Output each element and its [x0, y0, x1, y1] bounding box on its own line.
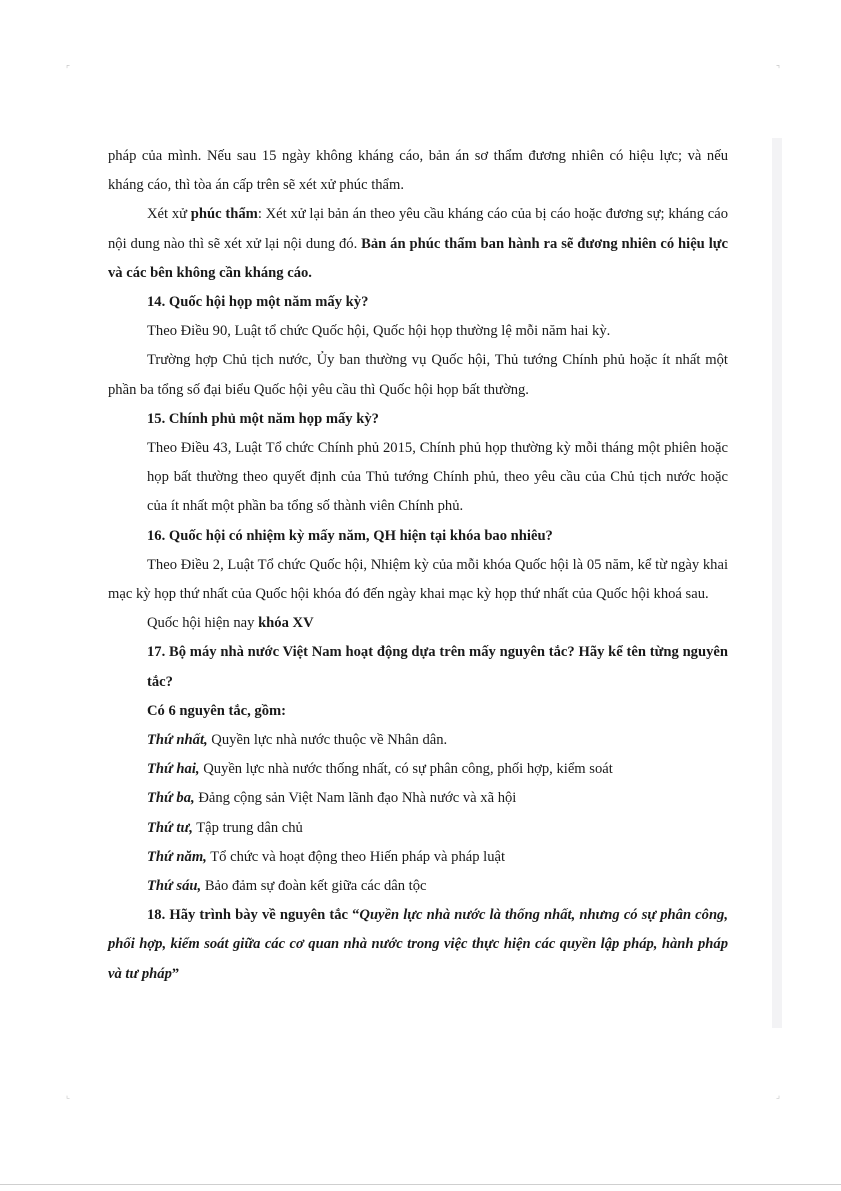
section-heading — [108, 522, 728, 551]
bold-italic-text: Thứ nhất, — [147, 732, 208, 749]
bold-italic-text: Thứ sáu, — [147, 878, 202, 895]
paragraph — [108, 609, 728, 638]
page-bottom-rule — [0, 1184, 841, 1185]
text-run: Theo Điều 43, Luật Tổ chức Chính phủ 2015, Chính phủ họp thường kỳ mỗi tháng một phiên hoặc họp bất thường theo quyết định của Thủ tướng Chính phủ, theo yêu cầu của Chủ tịch nước hoặc của ít nhất một phần ba tổng số thành viên Chính phủ. — [147, 440, 728, 515]
text-run: Trường hợp Chủ tịch nước, Ủy ban thường vụ Quốc hội, Thủ tướng Chính phủ hoặc ít nhất một phần ba tổng số đại biểu Quốc hội yêu cầu thì Quốc hội họp bất thường. — [108, 352, 728, 398]
text-run: Bảo đảm sự đoàn kết giữa các dân tộc — [201, 878, 427, 895]
paragraph-block — [108, 434, 728, 522]
text-run: 17. Bộ máy nhà nước Việt Nam hoạt động dựa trên mấy nguyên tắc? Hãy kể tên từng nguyên tắc? — [147, 644, 728, 690]
bold-italic-text: Thứ ba, — [147, 790, 195, 807]
text-run: : Xét xử lại bản án theo yêu cầu kháng cáo của bị cáo hoặc đương sự; kháng cáo nội dung nào thì sẽ xét xử lại nội dung đó. — [108, 206, 728, 252]
principle-item — [108, 872, 728, 901]
text-run: Quyền lực nhà nước thuộc về Nhân dân. — [207, 732, 448, 749]
paragraph — [108, 346, 728, 404]
bold-italic-text: Thứ năm, — [147, 848, 207, 865]
bold-text: ” — [171, 965, 180, 982]
paragraph — [108, 551, 728, 609]
bold-italic-text: Thứ tư, — [147, 819, 193, 836]
principle-item — [108, 755, 728, 784]
page-corner-mark: ⌟ — [775, 1091, 781, 1101]
principle-item — [108, 814, 728, 843]
text-run: Xét xử — [147, 206, 191, 223]
principle-item — [108, 726, 728, 755]
paragraph — [108, 317, 728, 346]
text-run: 14. Quốc hội họp một năm mấy kỳ? — [147, 294, 369, 311]
principle-item — [108, 843, 728, 872]
section-heading — [108, 638, 728, 696]
text-run: Có 6 nguyên tắc, gồm: — [147, 702, 287, 719]
bold-italic-text: Thứ hai, — [147, 761, 200, 778]
scrollbar[interactable] — [772, 138, 782, 1028]
page-corner-mark: ⌞ — [65, 1091, 71, 1101]
bold-text: phúc thẩm — [190, 206, 258, 223]
text-run: 15. Chính phủ một năm họp mấy kỳ? — [147, 410, 379, 427]
page-corner-mark: ⌝ — [775, 65, 781, 75]
text-run: Tổ chức và hoạt động theo Hiến pháp và pháp luật — [206, 848, 506, 865]
page-corner-mark: ⌜ — [65, 65, 71, 75]
text-run: pháp của mình. Nếu sau 15 ngày không kháng cáo, bản án sơ thẩm đương nhiên có hiệu lực; và nếu kháng cáo, thì tòa án cấp trên sẽ xét xử phúc thẩm. — [108, 148, 728, 194]
text-run: 16. Quốc hội có nhiệm kỳ mấy năm, QH hiện tại khóa bao nhiêu? — [147, 527, 553, 544]
document-body — [108, 142, 728, 989]
text-run: Đảng cộng sản Việt Nam lãnh đạo Nhà nước và xã hội — [194, 790, 517, 807]
principle-item — [108, 784, 728, 813]
bold-italic-text: Quyền lực nhà nước là thống nhất, nhưng có sự phân công, phối hợp, kiểm soát giữa các cơ quan nhà nước trong việc thực hiện các quyền lập pháp, hành pháp và tư pháp — [108, 907, 729, 982]
bold-text: Bản án phúc thẩm ban hành ra sẽ đương nhiên có hiệu lực và các bên không cần kháng cáo. — [108, 235, 728, 281]
text-run: Theo Điều 90, Luật tổ chức Quốc hội, Quốc hội họp thường lệ mỗi năm hai kỳ. — [147, 323, 611, 340]
bold-text: khóa XV — [258, 615, 314, 632]
section-heading-18 — [108, 901, 728, 989]
text-run: Theo Điều 2, Luật Tổ chức Quốc hội, Nhiệm kỳ của mỗi khóa Quốc hội là 05 năm, kể từ ngày khai mạc kỳ họp thứ nhất của Quốc hội khóa đó đến ngày khai mạc kỳ họp thứ nhất của Quốc hội khoá sau. — [108, 556, 728, 603]
text-run: Quốc hội hiện nay — [147, 615, 259, 632]
paragraph-continued — [108, 142, 728, 200]
text-run: Tập trung dân chủ — [192, 819, 303, 836]
section-heading — [108, 405, 728, 434]
text-run: Quyền lực nhà nước thống nhất, có sự phân công, phối hợp, kiểm soát — [199, 761, 613, 778]
paragraph — [108, 200, 728, 288]
bold-text: 18. Hãy trình bày về nguyên tắc “ — [147, 907, 360, 924]
section-heading — [108, 697, 728, 726]
section-heading — [108, 288, 728, 317]
